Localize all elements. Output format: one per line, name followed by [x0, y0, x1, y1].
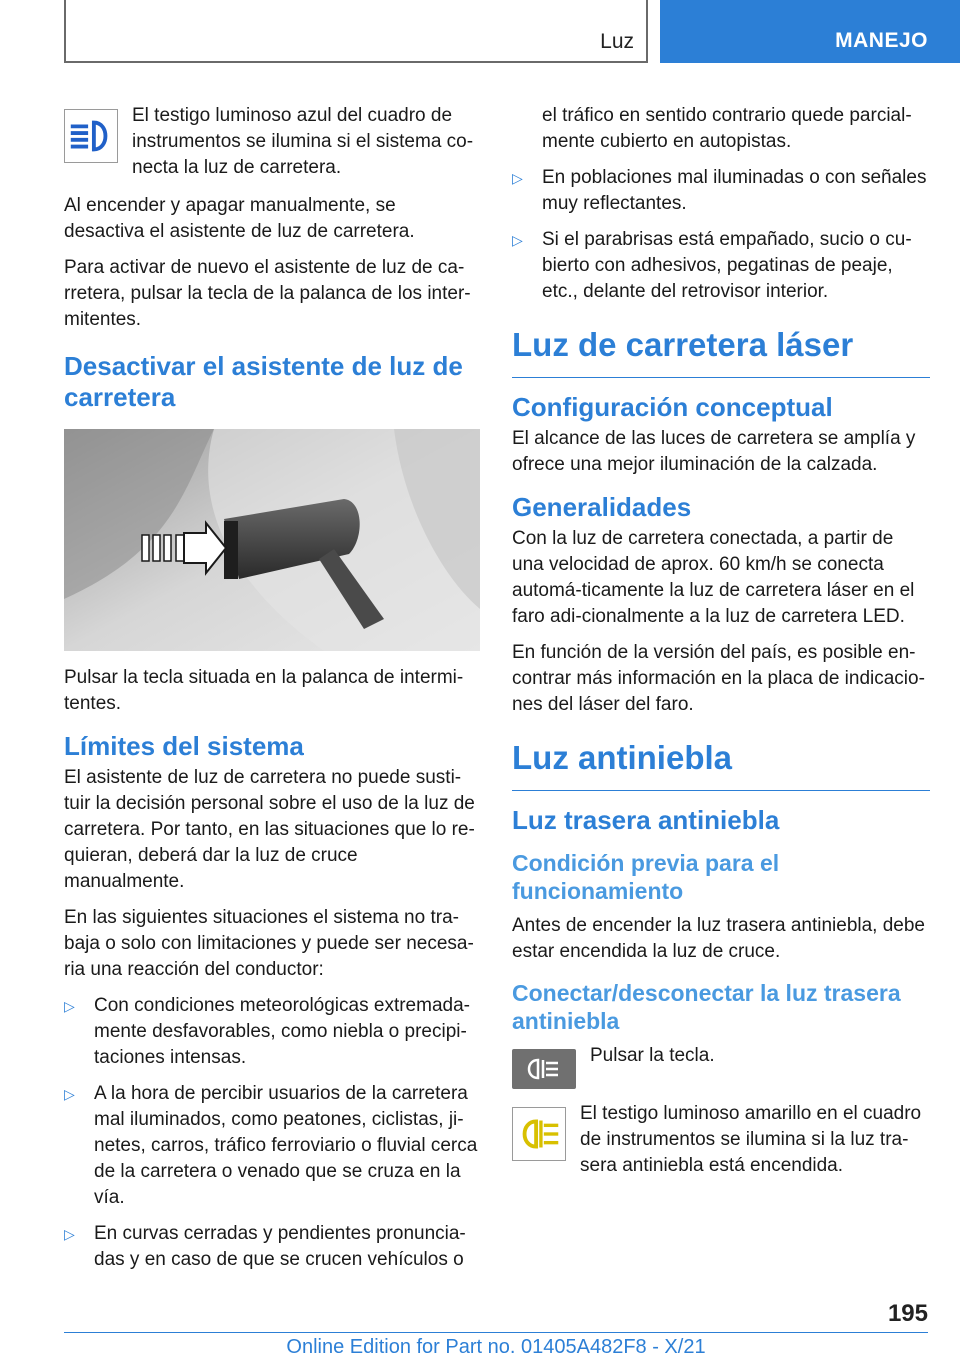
rear-fog-button-icon [512, 1049, 576, 1089]
list-item: ▷ Si el parabrisas está empañado, sucio o cu-bierto con adhesivos, pegatinas de peaje, etc., delante del retrovisor interior. [512, 229, 912, 302]
fog-light-heading: Luz antiniebla [512, 738, 930, 791]
general-heading: Generalidades [512, 492, 692, 522]
rear-fog-heading: Luz trasera antiniebla [512, 805, 780, 835]
high-beam-indicator-row [64, 103, 480, 181]
triangle-bullet-icon: ▷ [512, 170, 523, 186]
manual-deactivation-text: Al encender y apagar manualmente, se desactiva el asistente de luz de carretera. [64, 195, 415, 242]
general-text-1: Con la luz de carretera conectada, a partir de una velocidad de aprox. 60 km/h se conecta automá-ticamente la luz de carretera láser en el faro adi-cionalmente a la luz de carretera LED. [512, 528, 915, 627]
high-beam-indicator-text: El testigo luminoso azul del cuadro de instrumentos se ilumina si el sistema co-necta la luz de carretera. [132, 105, 474, 178]
header-section-title: Luz [600, 30, 634, 53]
rear-fog-indicator-text: El testigo luminoso amarillo en el cuadro de instrumentos se ilumina si la luz tra-sera antiniebla está encendida. [580, 1103, 922, 1176]
right-column [512, 103, 930, 1191]
limits-text: El asistente de luz de carretera no puede susti-tuir la decisión personal sobre el uso de la luz de carretera. Por tanto, en las situaciones que lo re-quieran, deberá dar la luz de cruce manualmente. [64, 767, 475, 892]
conceptual-config-heading: Configuración conceptual [512, 392, 833, 422]
precondition-heading: Condición previa para el funcionamiento [512, 850, 780, 904]
press-button-text: Pulsar la tecla. [590, 1045, 715, 1066]
limits-situations-text: En las siguientes situaciones el sistema no tra-baja o solo con limitaciones y puede ser necesa-ria una reacción del conductor: [64, 907, 474, 980]
limits-list-left [64, 993, 480, 1273]
turn-signal-lever-image [64, 429, 480, 651]
triangle-bullet-icon: ▷ [64, 998, 75, 1014]
rear-fog-indicator-row [512, 1101, 930, 1179]
triangle-bullet-icon: ▷ [64, 1226, 75, 1242]
left-column [64, 103, 480, 1283]
limits-list-right [512, 165, 930, 305]
header-chapter-tab [660, 0, 960, 63]
deactivate-heading: Desactivar el asistente de luz de carretera [64, 351, 463, 412]
triangle-bullet-icon: ▷ [64, 1086, 75, 1102]
laser-high-beam-heading: Luz de carretera láser [512, 325, 930, 378]
list-item: ▷ A la hora de percibir usuarios de la carretera mal iluminados, como peatones, ciclistas, ji-netes, carros, tráfico ferroviario o fluvial cerca de la carretera o venado que se cruza en la vía. [64, 1083, 478, 1208]
high-beam-indicator-icon [64, 109, 118, 163]
triangle-bullet-icon: ▷ [512, 232, 523, 248]
precondition-text: Antes de encender la luz trasera antiniebla, debe estar encendida la luz de cruce. [512, 915, 925, 962]
list-item: ▷ Con condiciones meteorológicas extremada-mente desfavorables, como niebla o precipi-taciones intensas. [64, 995, 470, 1068]
conceptual-config-text: El alcance de las luces de carretera se amplía y ofrece una mejor iluminación de la calzada. [512, 428, 916, 475]
rear-fog-indicator-icon [512, 1107, 566, 1161]
rear-fog-button-row [512, 1043, 930, 1089]
footer-divider [64, 1332, 928, 1333]
page-number: 195 [887, 1300, 928, 1327]
list-item: ▷ En curvas cerradas y pendientes pronuncia-das y en caso de que se crucen vehículos o [64, 1223, 466, 1270]
reactivation-text: Para activar de nuevo el asistente de luz de ca-rretera, pulsar la tecla de la palanca de los inter-mitentes. [64, 257, 471, 330]
header-chapter-label: MANEJO [835, 29, 928, 52]
general-text-2: En función de la versión del país, es posible en-contrar más información en la placa de indicacio-nes del láser del faro. [512, 642, 925, 715]
list-item: ▷ En poblaciones mal iluminadas o con señales muy reflectantes. [512, 167, 927, 214]
switch-rear-fog-heading: Conectar/desconectar la luz trasera antiniebla [512, 980, 901, 1034]
list-item-continuation: el tráfico en sentido contrario quede parcial-mente cubierto en autopistas. [542, 105, 912, 152]
system-limits-heading: Límites del sistema [64, 731, 304, 761]
footer-edition: Online Edition for Part no. 01405A482F8 - X/21 [286, 1336, 706, 1358]
press-lever-button-text: Pulsar la tecla situada en la palanca de intermi-tentes. [64, 667, 464, 714]
